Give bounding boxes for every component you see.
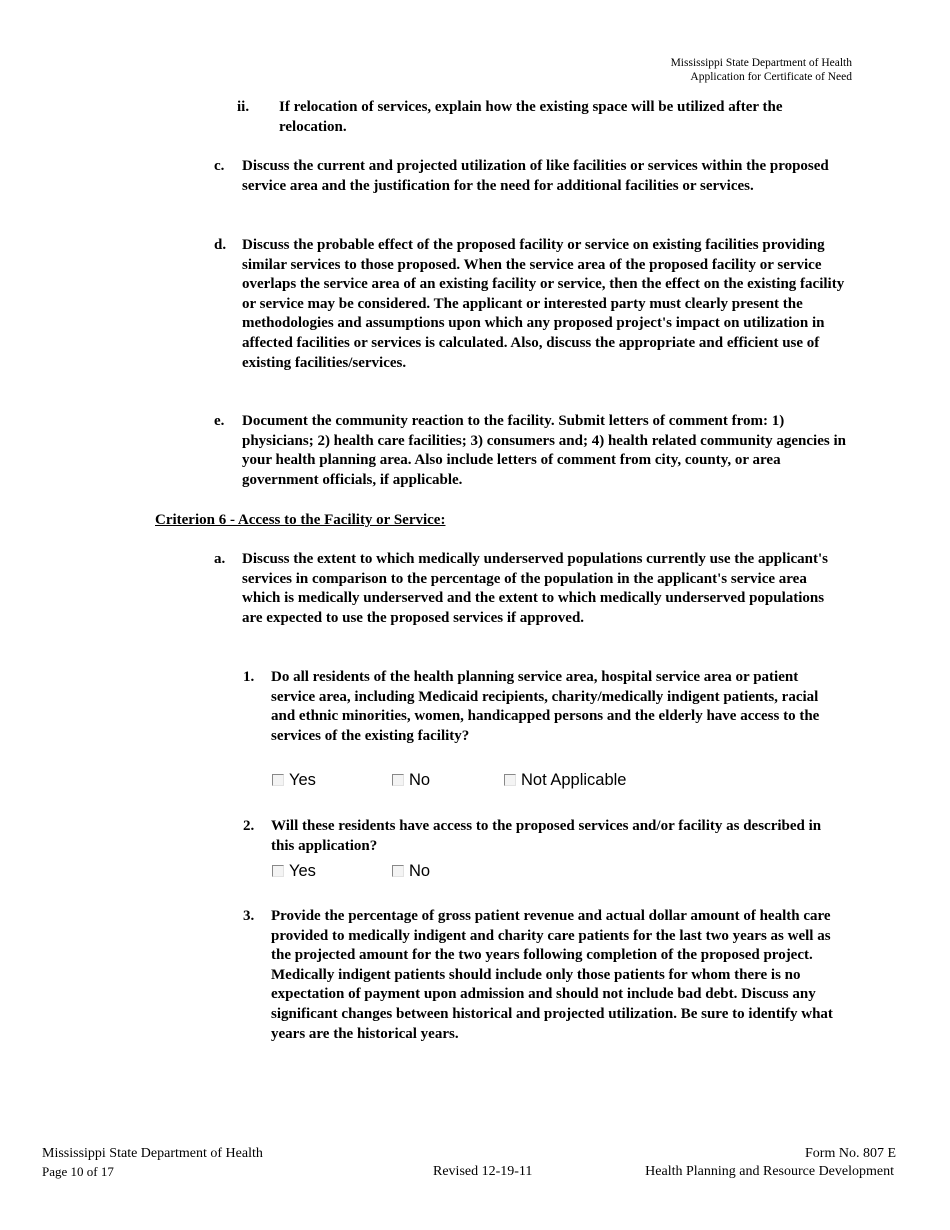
q2-no-checkbox[interactable] [392,865,404,877]
header-org: Mississippi State Department of Health [670,57,852,69]
q1-no-option[interactable] [392,770,430,790]
q2-no-label: No [409,862,431,880]
item-c-marker: c. [214,158,225,174]
item-e-marker: e. [214,413,225,429]
footer-revised: Revised 12-19-11 [433,1164,533,1179]
item-d-marker: d. [214,237,227,253]
item-ii-text: If relocation of services, explain how the existing space will be utilized after the relocation. [279,99,783,135]
q1-not-applicable-checkbox[interactable] [504,774,516,786]
footer-form-number: Form No. 807 E [805,1146,896,1161]
item-e-text: Document the community reaction to the facility. Submit letters of comment from: 1) physicians; 2) health care facilities; 3) consumers and; 4) health related community agencies in your health planning area. Also include letters of comment from city, county, or area government officials, if applicable. [242,413,846,488]
item-a-marker: a. [214,551,226,567]
question-1-marker: 1. [243,669,255,685]
header-form-title: Application for Certificate of Need [690,71,852,83]
footer-page-number: Page 10 of 17 [42,1164,114,1179]
question-3-marker: 3. [243,908,255,924]
question-2-marker: 2. [243,818,255,834]
q1-yes-checkbox[interactable] [272,774,284,786]
q1-not-applicable-option[interactable] [504,770,627,790]
q2-yes-label: Yes [289,862,316,880]
page-header [671,56,852,84]
item-ii-marker: ii. [237,99,250,115]
criterion-6-heading: Criterion 6 - Access to the Facility or Service: [155,512,446,528]
question-1-text: Do all residents of the health planning service area, hospital service area or patient service area, including Medicaid recipients, charity/medically indigent patients, racial and ethnic minorities, women, handicapped persons and the elderly have access to the services of the existing facility? [271,669,820,744]
q2-yes-checkbox[interactable] [272,865,284,877]
q2-no-option[interactable] [392,861,430,881]
item-a-text: Discuss the extent to which medically underserved populations currently use the applicant's services in comparison to the percentage of the population in the applicant's service area which is medically underserved and the extent to which medically underserved populations are expected to use the proposed services if approved. [242,551,828,626]
footer-org: Mississippi State Department of Health [42,1146,263,1161]
footer-division: Health Planning and Resource Development [645,1164,894,1179]
item-d-text: Discuss the probable effect of the proposed facility or service on existing facilities providing similar services to those proposed. When the service area of the proposed facility or service overlaps the service area of an existing facility or service, then the effect on the existing facility or service may be considered. The applicant or interested party must clearly present the methodologies and assumptions upon which any proposed project's impact on utilization in affected facilities or services is calculated. Also, discuss the appropriate and efficient use of existing facilities/services. [242,237,845,371]
q1-yes-option[interactable] [272,770,316,790]
q1-not-applicable-label: Not Applicable [521,771,627,789]
q1-no-label: No [409,771,431,789]
q2-yes-option[interactable] [272,861,316,881]
item-c-text: Discuss the current and projected utilization of like facilities or services within the proposed service area and the justification for the need for additional facilities or services. [242,158,829,194]
q1-no-checkbox[interactable] [392,774,404,786]
question-2-text: Will these residents have access to the proposed services and/or facility as described in this application? [271,818,822,854]
question-3-text: Provide the percentage of gross patient revenue and actual dollar amount of health care provided to medically indigent and charity care patients for the last two years as well as the projected amount for the two years following completion of the proposed project. Medically indigent patients should include only those patients for whom there is no expectation of payment upon admission and should not include bad debt. Discuss any significant changes between historical and projected utilization. Be sure to identify what years are the historical years. [271,908,833,1042]
q1-yes-label: Yes [289,771,316,789]
